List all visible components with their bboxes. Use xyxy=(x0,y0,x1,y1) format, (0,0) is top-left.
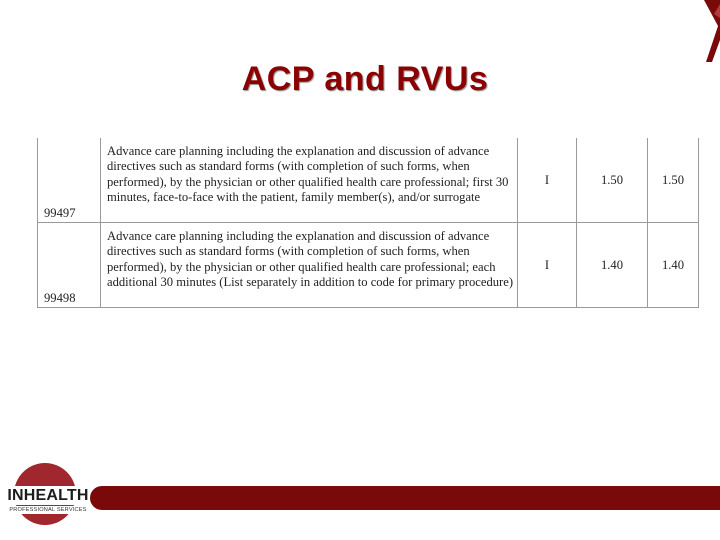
rvu-cell: 1.50 xyxy=(577,138,648,223)
cpt-code-table xyxy=(37,138,699,308)
footer-bar xyxy=(90,486,720,510)
rvu-cell: 1.50 xyxy=(648,138,699,223)
description-cell: Advance care planning including the explanation and discussion of advance directives such as standard forms (with completion of such forms, when performed), by the physician or other qualified health care professional; first 30 minutes, face-to-face with the patient, family member(s), and/or surrogate xyxy=(101,138,518,223)
inhealth-logo xyxy=(2,463,94,535)
table-row xyxy=(38,223,699,308)
logo-tagline: PROFESSIONAL SERVICES xyxy=(2,506,94,514)
status-cell: I xyxy=(518,223,577,308)
cpt-code: 99498 xyxy=(44,291,76,305)
code-cell xyxy=(38,223,101,308)
slide-title: ACP and RVUs xyxy=(241,60,489,98)
logo-name: INHEALTH xyxy=(2,486,94,505)
code-cell xyxy=(38,138,101,223)
corner-accent-stripe xyxy=(684,0,720,62)
cpt-code: 99497 xyxy=(44,206,76,220)
rvu-cell: 1.40 xyxy=(577,223,648,308)
status-cell: I xyxy=(518,138,577,223)
rvu-cell: 1.40 xyxy=(648,223,699,308)
description-cell: Advance care planning including the explanation and discussion of advance directives such as standard forms (with completion of such forms, when performed), by the physician or other qualified health care professional; each additional 30 minutes (List separately in addition to code for primary procedure) xyxy=(101,223,518,308)
table-row xyxy=(38,138,699,223)
